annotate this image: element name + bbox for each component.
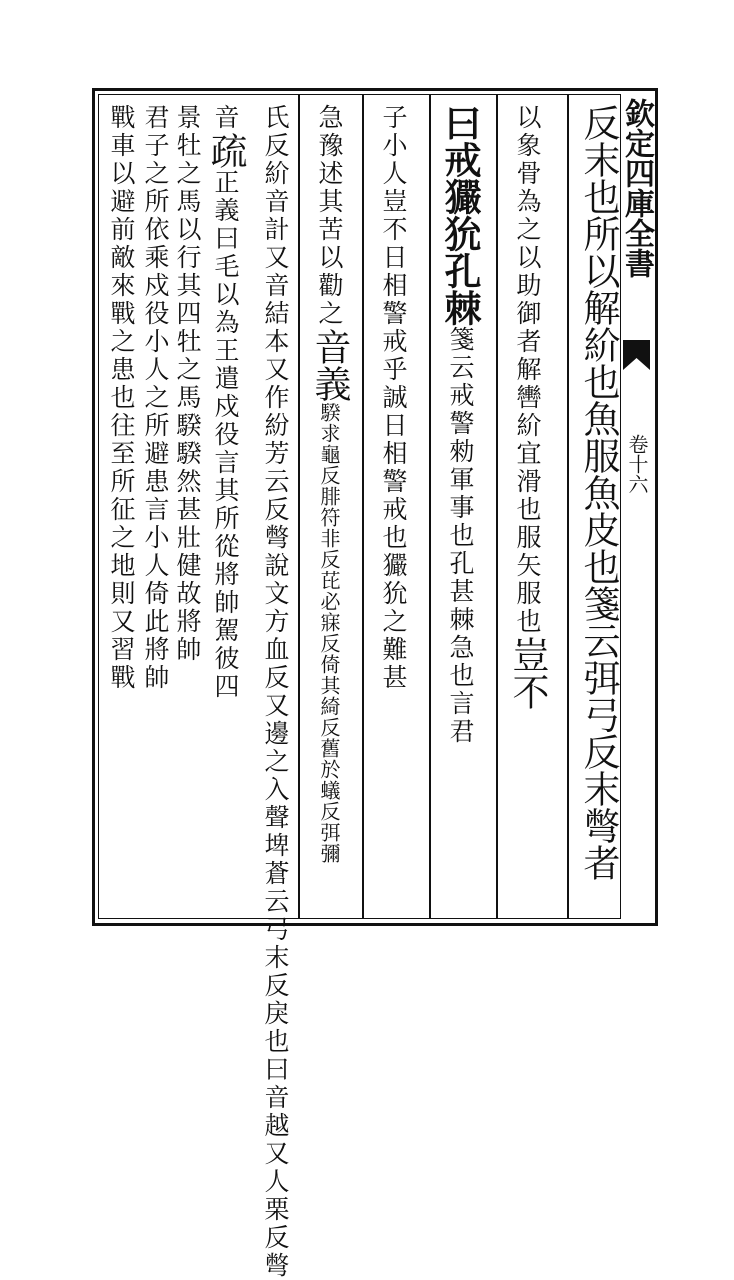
column-divider (567, 95, 569, 918)
column-text: 音 (211, 104, 240, 132)
column-divider (298, 95, 300, 918)
scripture-text: 曰戒玁狁孔棘 (438, 104, 482, 326)
text-column-2 (500, 104, 554, 924)
column-text: 騤求龜反腓符非反芘必寐反倚其綺反舊於蟻反弭彌 (317, 402, 341, 864)
column-text: 子小人豈不日相警戒乎誠日相警戒也玁狁之難甚 (379, 104, 408, 692)
column-text: 氏反紒音計又音結本又作紛芳云反彆說文方血反又邊之入聲埤蒼云弓末反戾也曰音越又人栗反彆 (261, 104, 290, 1280)
section-mark: 音義 (308, 328, 351, 402)
column-text: 反末也所以解紒也魚服魚皮也箋云弭弓反末彆者 (577, 104, 620, 881)
text-column-7 (204, 104, 247, 924)
column-text: 正義曰毛以為王遣戍役言其所從將帥駕彼四 (211, 169, 240, 701)
column-divider (496, 95, 498, 918)
commentary-text: 箋云戒警勑軍事也孔甚棘急也言君 (446, 326, 475, 746)
text-column-4 (366, 104, 420, 924)
column-text: 急豫述其苦以勸之 (315, 104, 344, 328)
column-text: 豈不 (506, 636, 549, 710)
volume-label: 卷十六 (625, 434, 649, 494)
book-title: 欽定四庫全書 (619, 98, 654, 278)
text-column-8 (172, 104, 202, 924)
text-column-6 (260, 104, 290, 1280)
section-mark: 疏 (204, 132, 247, 169)
column-text: 以象骨為之以助御者解轡紒宜滑也服矢服也 (513, 104, 542, 636)
text-column-3 (433, 104, 487, 924)
column-text: 君子之所依乘戍役小人之所避患言小人倚此將帥 (141, 104, 170, 692)
text-column-5 (302, 104, 356, 924)
column-divider (362, 95, 364, 918)
page-margin (621, 94, 652, 920)
text-column-9 (140, 104, 170, 924)
column-text: 戰車以避前敵來戰之患也往至所征之地則又習戰 (107, 104, 136, 692)
column-text: 景牡之馬以行其四牡之馬騤騤然甚壯健故將帥 (173, 104, 202, 664)
column-divider (429, 95, 431, 918)
text-column-10 (106, 104, 136, 924)
text-column-1 (571, 104, 625, 924)
fish-tail-mark (623, 340, 650, 370)
